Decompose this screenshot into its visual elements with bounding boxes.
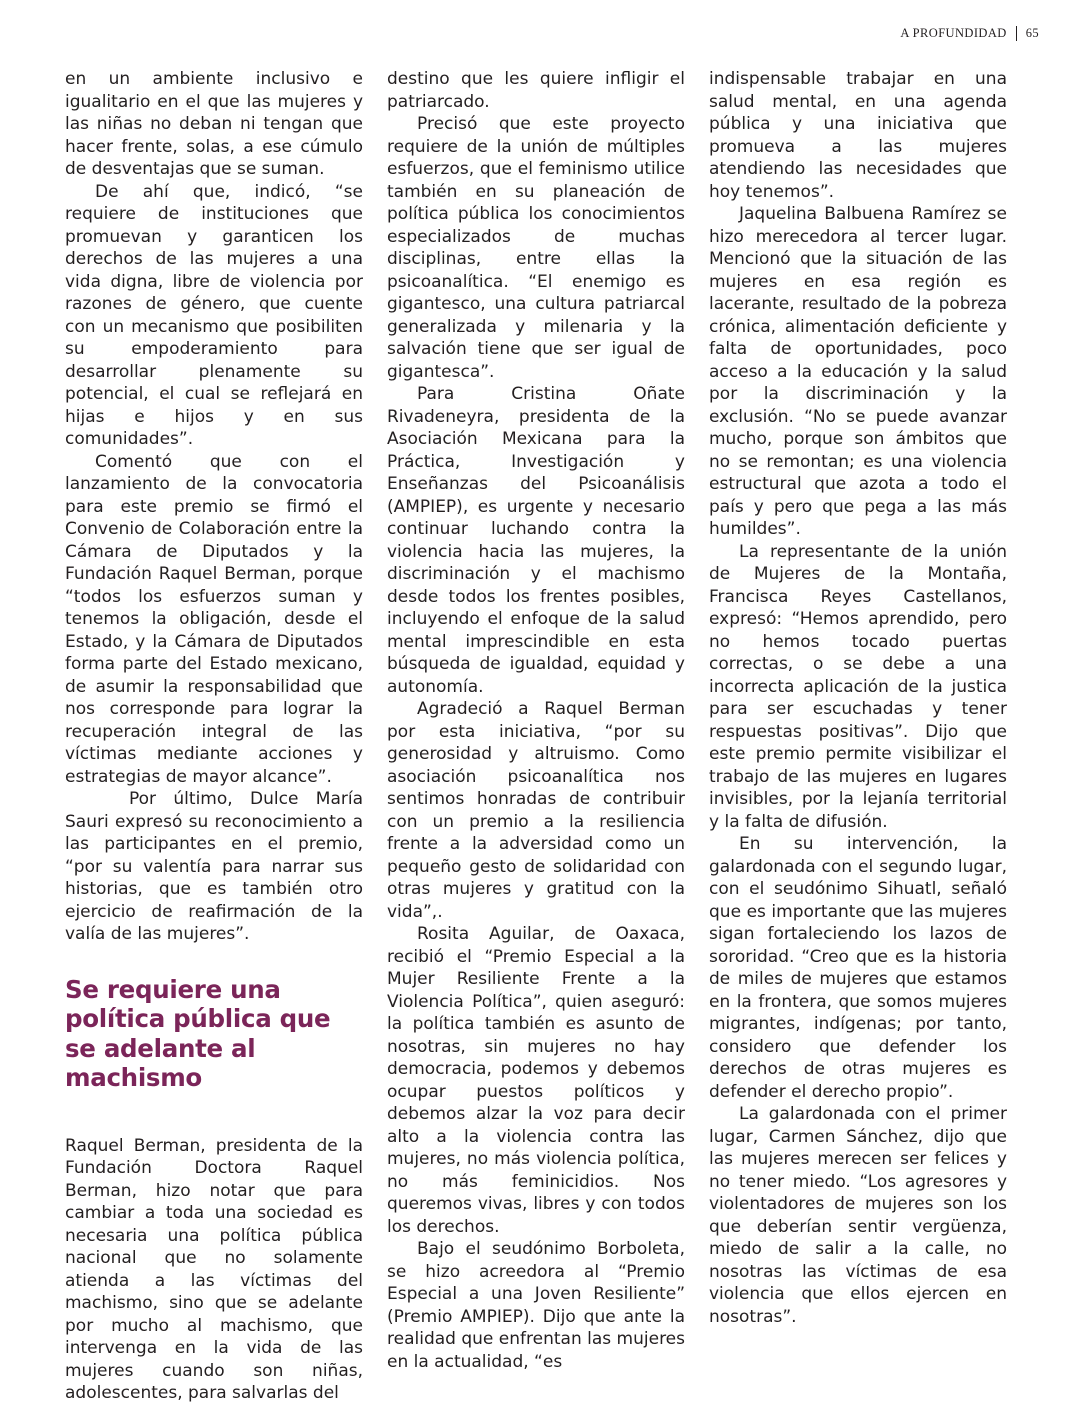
paragraph: Precisó que este proyecto requiere de la unión de múltiples esfuerzos, que el feminismo utilice también en su planeación de política pública los conocimientos especializados de muchas disciplinas, entre ellas la psicoanalítica. “El enemigo es gigantesco, una cultura patriarcal generalizada y milenaria y la salvación tiene que ser igual de gigantesca”. <box>387 114 685 382</box>
column-3 <box>709 68 1007 1328</box>
section-subheading: Se requiere una política pública que se adelante al machismo <box>65 974 331 1092</box>
running-header <box>900 26 1039 41</box>
paragraph: Comentó que con el lanzamiento de la convocatoria para este premio se firmó el Convenio de Colaboración entre la Cámara de Diputados y la Fundación Raquel Berman, porque “todos los esfuerzos suman y tenemos la obligación, desde el Estado, y la Cámara de Diputados forma parte del Estado mexicano, de asumir la responsabilidad que nos corresponde para lograr la recuperación integral de las víctimas mediante acciones y estrategias de mayor alcance”. <box>65 451 363 787</box>
paragraph: en un ambiente inclusivo e igualitario en el que las mujeres y las niñas no deban ni tengan que hacer frente, solas, a ese cúmulo de desventajas que se suman. <box>65 69 363 179</box>
paragraph: Agradeció a Raquel Berman por esta iniciativa, “por su generosidad y altruismo. Como asociación psicoanalítica nos sentimos honradas de contribuir con un premio a la resiliencia frente a la adversidad como un pequeño gesto de solidaridad con otras mujeres y gratitud con la vida”,. <box>387 699 685 922</box>
section-title: A PROFUNDIDAD <box>900 26 1007 40</box>
header-divider <box>1016 26 1017 41</box>
column-2 <box>387 68 685 1373</box>
column-1 <box>65 68 363 1405</box>
paragraph: Bajo el seudónimo Borboleta, se hizo acreedora al “Premio Especial a una Joven Resiliente” (Premio AMPIEP). Dijo que ante la realidad que enfrentan las mujeres en la actualidad, “es <box>387 1239 685 1372</box>
paragraph: La galardonada con el primer lugar, Carmen Sánchez, dijo que las mujeres merecen ser felices y no tener miedo. “Los agresores y violentadores de mujeres son los que deberían sentir vergüenza, miedo de salir a la calle, no nosotras las víctimas de esa violencia que ellos ejercen en nosotras”. <box>709 1104 1007 1327</box>
paragraph: indispensable trabajar en una salud mental, en una agenda pública y una iniciativa que promueva a las mujeres atendiendo las necesidades que hoy tenemos”. <box>709 69 1007 202</box>
page-number: 65 <box>1025 26 1039 40</box>
paragraph: Rosita Aguilar, de Oaxaca, recibió el “Premio Especial a la Mujer Resiliente Frente a la Violencia Política”, quien aseguró: la política también es asunto de nosotras, sin mujeres no hay democracia, podemos y debemos ocupar puestos políticos y debemos alzar la voz para decir alto a la violencia contra las mujeres, no más violencia política, no más feminicidios. Nos queremos vivas, libres y con todos los derechos. <box>387 924 685 1237</box>
paragraph: Raquel Berman, presidenta de la Fundación Doctora Raquel Berman, hizo notar que para cambiar a toda una sociedad es necesaria una política pública nacional que no solamente atienda a las víctimas del machismo, sino que se adelante por mucho al machismo, que intervenga en la vida de las mujeres cuando son niñas, adolescentes, para salvarlas del <box>65 1135 363 1403</box>
paragraph: De ahí que, indicó, “se requiere de instituciones que promuevan y garanticen los derechos de las mujeres a una vida digna, libre de violencia por razones de género, que cuente con un mecanismo que posibiliten su empoderamiento para desarrollar plenamente su potencial, el cual se reflejará en hijas e hijos y en sus comunidades”. <box>65 181 363 449</box>
paragraph: Para Cristina Oñate Rivadeneyra, presidenta de la Asociación Mexicana para la Práctica, Investigación y Enseñanzas del Psicoanálisis (AMPIEP), es urgente y necesario continuar luchando contra la violencia hacia las mujeres, la discriminación y el machismo desde todos los frentes posibles, incluyendo el enfoque de la salud mental imprescindible en esta búsqueda de igualdad, equidad y autonomía. <box>387 384 685 697</box>
paragraph: En su intervención, la galardonada con el segundo lugar, con el seudónimo Sihuatl, señaló que es importante que las mujeres sigan fortaleciendo los lazos de sororidad. “Creo que es la historia de miles de mujeres que estamos en la frontera, que somos mujeres migrantes, indígenas; por tanto, considero que defender los derechos de otras mujeres es defender el derecho propio”. <box>709 834 1007 1102</box>
paragraph: destino que les quiere infligir el patriarcado. <box>387 69 685 112</box>
paragraph: Jaquelina Balbuena Ramírez se hizo merecedora al tercer lugar. Mencionó que la situación de las mujeres en esa región es lacerante, resultado de la pobreza crónica, alimentación deficiente y falta de oportunidades, poco acceso a la educación y la salud por la discriminación y la exclusión. “No se puede avanzar mucho, porque son ámbitos que no se remontan; es una violencia estructural que azota a todo el país y pero que pega a las más humildes”. <box>709 204 1007 539</box>
paragraph: La representante de la unión de Mujeres de la Montaña, Francisca Reyes Castellanos, expresó: “Hemos aprendido, pero no hemos tocado puertas correctas, o se debe a una incorrecta aplicación de la justica para ser escuchadas y tener respuestas positivas”. Dijo que este premio permite visibilizar el trabajo de las mujeres en lugares invisibles, por la lejanía territorial y la falta de difusión. <box>709 541 1007 832</box>
paragraph: Por último, Dulce María Sauri expresó su reconocimiento a las participantes en el premio, “por su valentía para narrar sus historias, que es también otro ejercicio de reafirmación de la valía de las mujeres”. <box>65 789 363 944</box>
